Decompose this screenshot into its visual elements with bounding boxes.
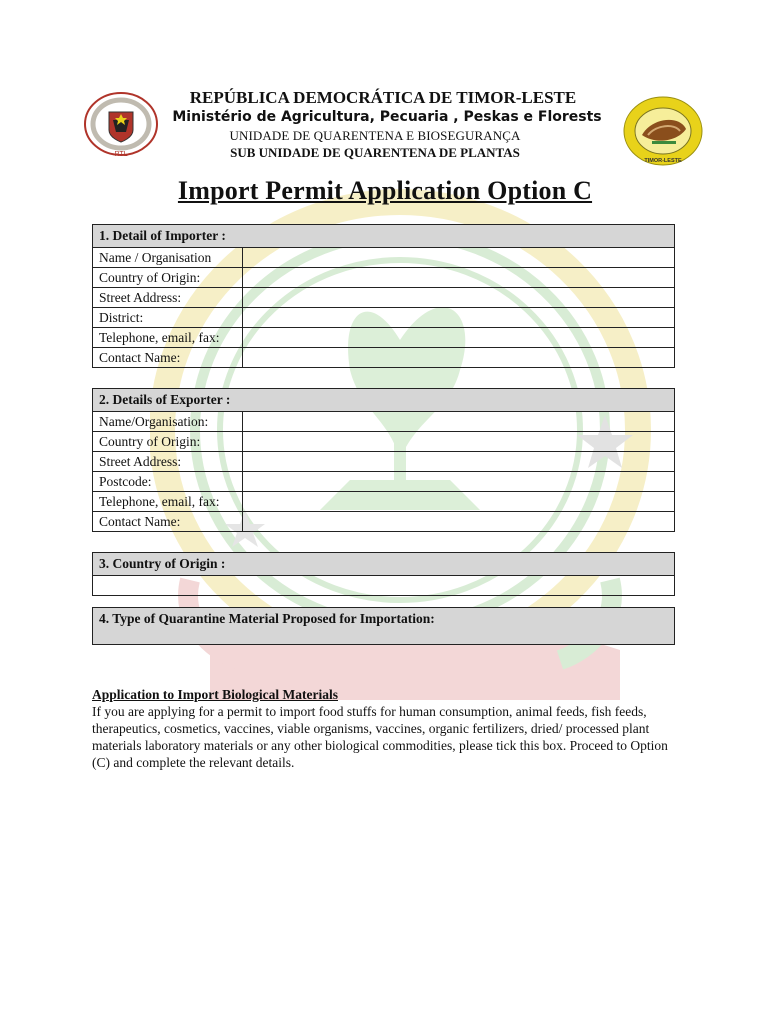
- unit-heading: UNIDADE DE QUARENTENA E BIOSEGURANÇA: [229, 128, 521, 143]
- emblem-left-text: RTL: [114, 151, 128, 158]
- exporter-contact-name-field[interactable]: [243, 512, 675, 532]
- exporter-street-field[interactable]: [243, 452, 675, 472]
- importer-label: Contact Name:: [93, 348, 243, 368]
- exporter-postcode-field[interactable]: [243, 472, 675, 492]
- country-of-origin-heading: 3. Country of Origin :: [93, 553, 675, 576]
- importer-district-field[interactable]: [243, 308, 675, 328]
- exporter-label: Country of Origin:: [93, 432, 243, 452]
- exporter-label: Postcode:: [93, 472, 243, 492]
- biological-materials-heading: Application to Import Biological Materials: [92, 687, 338, 702]
- republic-heading: REPÚBLICA DEMOCRÁTICA DE TIMOR-LESTE: [189, 88, 577, 107]
- exporter-name-field[interactable]: [243, 412, 675, 432]
- importer-contact-name-field[interactable]: [243, 348, 675, 368]
- importer-country-field[interactable]: [243, 268, 675, 288]
- importer-heading: 1. Detail of Importer :: [93, 225, 675, 248]
- emblem-right-caption: TIMOR-LESTE: [644, 158, 682, 164]
- exporter-label: Telephone, email, fax:: [93, 492, 243, 512]
- exporter-label: Street Address:: [93, 452, 243, 472]
- ministry-heading: Ministério de Agricultura, Pecuaria , Peskas e Florests: [172, 109, 602, 125]
- quarantine-material-table: [92, 607, 675, 645]
- biological-materials-body: If you are applying for a permit to import food stuffs for human consumption, animal feeds, fish feeds, therapeutics, cosmetics, vaccines, viable organisms, vaccines, organic fertilizers, dried/ processed plant materials laboratory materials or any other biological commodities, please tick this box. Proceed to Option (C) and complete the relevant details.: [92, 704, 668, 770]
- country-of-origin-table: [92, 552, 675, 596]
- importer-label: Country of Origin:: [93, 268, 243, 288]
- quarantine-material-heading[interactable]: 4. Type of Quarantine Material Proposed for Importation:: [93, 608, 675, 645]
- exporter-table: [92, 388, 675, 532]
- importer-name-field[interactable]: [243, 248, 675, 268]
- importer-table: [92, 224, 675, 368]
- exporter-label: Contact Name:: [93, 512, 243, 532]
- page-title: Import Permit Application Option C: [177, 176, 593, 205]
- importer-contact-details-field[interactable]: [243, 328, 675, 348]
- exporter-heading: 2. Details of Exporter :: [93, 389, 675, 412]
- importer-label: Name / Organisation: [93, 248, 243, 268]
- importer-label: Street Address:: [93, 288, 243, 308]
- exporter-label: Name/Organisation:: [93, 412, 243, 432]
- biological-materials-section: [92, 686, 682, 771]
- importer-label: Telephone, email, fax:: [93, 328, 243, 348]
- exporter-country-field[interactable]: [243, 432, 675, 452]
- exporter-contact-details-field[interactable]: [243, 492, 675, 512]
- subunit-heading: SUB UNIDADE DE QUARENTENA DE PLANTAS: [230, 145, 520, 160]
- country-of-origin-field[interactable]: [93, 576, 675, 596]
- importer-street-field[interactable]: [243, 288, 675, 308]
- importer-label: District:: [93, 308, 243, 328]
